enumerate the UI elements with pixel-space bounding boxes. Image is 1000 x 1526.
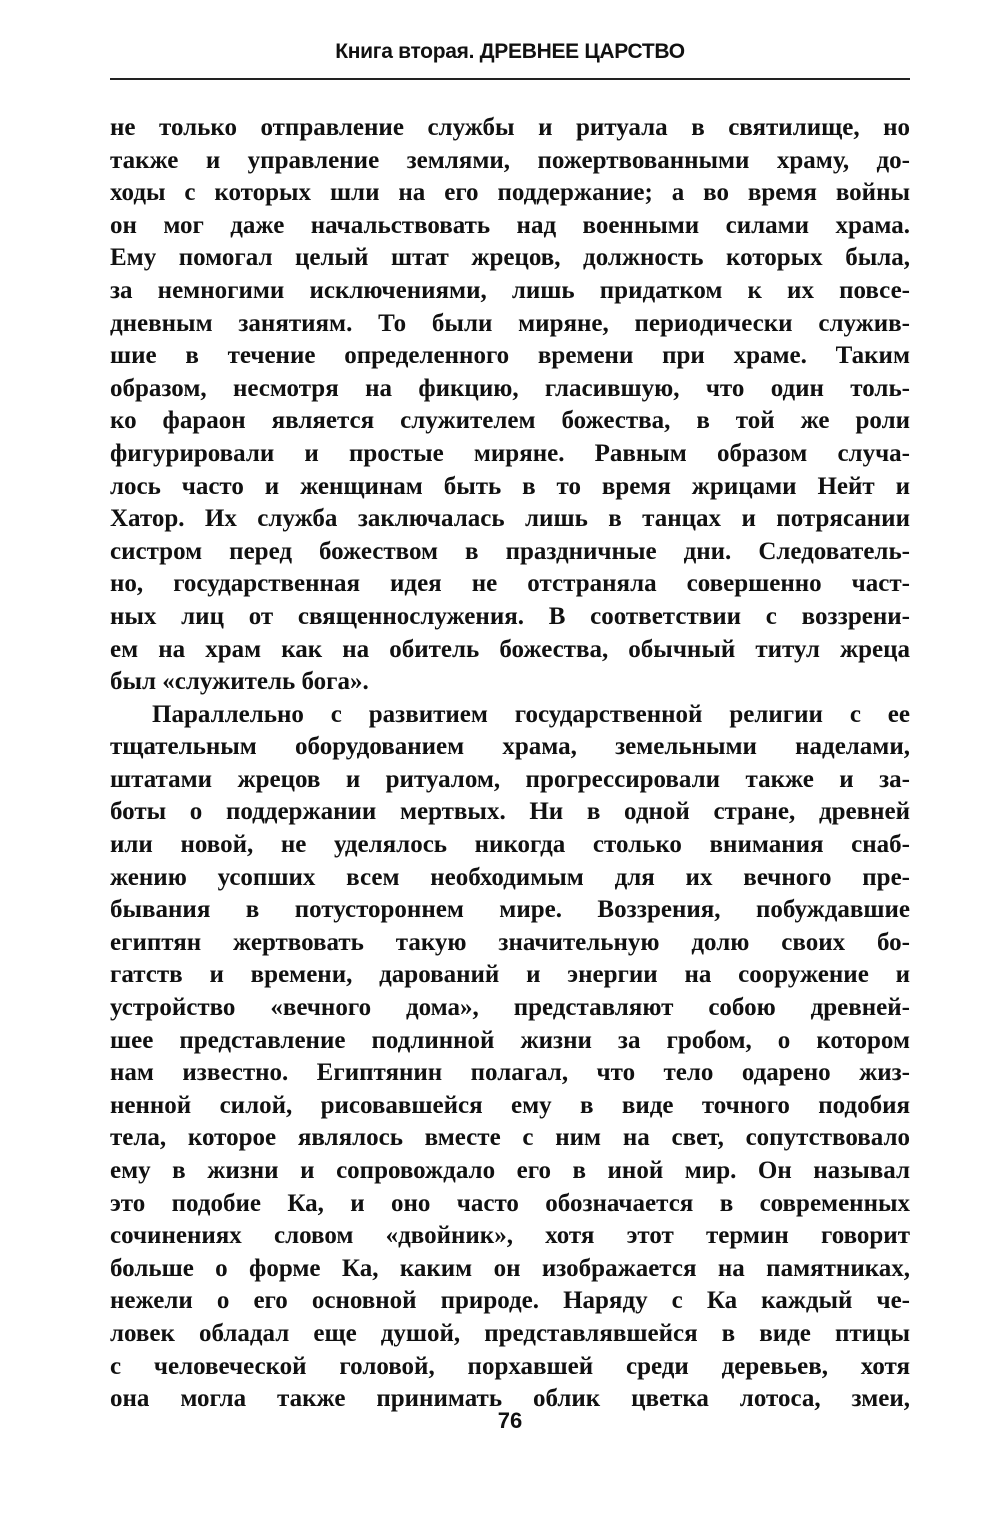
text-line: устройство «вечного дома», представляют собою древней- — [110, 994, 910, 1022]
text-line: нежели о его основной природе. Наряду с Ка каждый че- — [110, 1287, 910, 1315]
running-header: Книга вторая. ДРЕВНЕЕ ЦАРСТВО — [335, 40, 685, 63]
text-line: ко фараон является служителем божества, в той же роли — [110, 407, 910, 435]
text-line: дневным занятиям. То были миряне, периодически служив- — [110, 309, 910, 337]
text-line: Хатор. Их служба заключалась лишь в танцах и потрясании — [110, 505, 910, 533]
header-rule — [110, 78, 910, 80]
text-line: за немногими исключениями, лишь придатком к их повсе- — [110, 276, 910, 304]
text-line: также и управление землями, пожертвованными храму, до- — [110, 146, 910, 174]
text-line: но, государственная идея не отстраняла совершенно част- — [110, 570, 910, 598]
text-line: он мог даже начальствовать над военными силами храма. — [110, 211, 910, 239]
text-line: лось часто и женщинам быть в то время жрицами Нейт и — [110, 472, 910, 500]
text-line: это подобие Ка, и оно часто обозначается в современных — [110, 1189, 910, 1217]
text-line: Параллельно с развитием государственной религии с ее — [152, 700, 910, 728]
paragraph-2 — [110, 699, 910, 1416]
text-line: тела, которое являлось вместе с ним на свет, сопутствовало — [110, 1124, 910, 1152]
text-line: фигурировали и простые миряне. Равным образом случа- — [110, 439, 910, 467]
text-line: жению усопших всем необходимым для их вечного пре- — [110, 863, 910, 891]
text-line: или новой, не уделялось никогда столько внимания снаб- — [110, 831, 910, 859]
text-line: шие в течение определенного времени при храме. Таким — [110, 342, 910, 370]
text-line: сочинениях словом «двойник», хотя этот термин говорит — [110, 1222, 910, 1250]
text-line: штатами жрецов и ритуалом, прогрессировали также и за- — [110, 765, 910, 793]
text-line: египтян жертвовать такую значительную долю своих бо- — [110, 928, 910, 956]
text-line: тщательным оборудованием храма, земельными наделами, — [110, 733, 910, 761]
text-line: боты о поддержании мертвых. Ни в одной стране, древней — [110, 798, 910, 826]
text-line: ловек обладал еще душой, представлявшейся в виде птицы — [110, 1319, 910, 1347]
text-line: систром перед божеством в праздничные дни. Следователь- — [110, 537, 910, 565]
text-line: нам известно. Египтянин полагал, что тело одарено жиз- — [110, 1059, 910, 1087]
text-line: не только отправление службы и ритуала в святилище, но — [110, 114, 910, 141]
text-line: ем на храм как на обитель божества, обычный титул жреца — [110, 635, 910, 663]
text-line: гатств и времени, дарований и энергии на сооружение и — [110, 961, 910, 989]
page-number: 76 — [497, 1408, 523, 1433]
text-line: ненной силой, рисовавшейся ему в виде точного подобия — [110, 1091, 910, 1119]
text-line: шее представление подлинной жизни за гробом, о котором — [110, 1026, 910, 1054]
text-line: Ему помогал целый штат жрецов, должность которых была, — [110, 244, 910, 272]
text-line: с человеческой головой, порхавшей среди деревьев, хотя — [110, 1352, 910, 1380]
text-line: ходы с которых шли на его поддержание; а во время войны — [110, 179, 910, 207]
text-line: образом, несмотря на фикцию, гласившую, что один толь- — [110, 374, 910, 402]
text-line: бывания в потустороннем мире. Воззрения, побуждавшие — [110, 896, 910, 924]
text-line: больше о форме Ка, каким он изображается на памятниках, — [110, 1254, 910, 1282]
body-text — [110, 112, 910, 1416]
text-line: она могла также принимать облик цветка лотоса, змеи, — [110, 1385, 910, 1413]
text-line: был «служитель бога». — [110, 668, 369, 696]
text-line: ему в жизни и сопровождало его в иной мир. Он называл — [110, 1157, 910, 1184]
paragraph-1 — [110, 112, 910, 699]
text-line: ных лиц от священнослужения. В соответствии с воззрени- — [110, 602, 910, 630]
